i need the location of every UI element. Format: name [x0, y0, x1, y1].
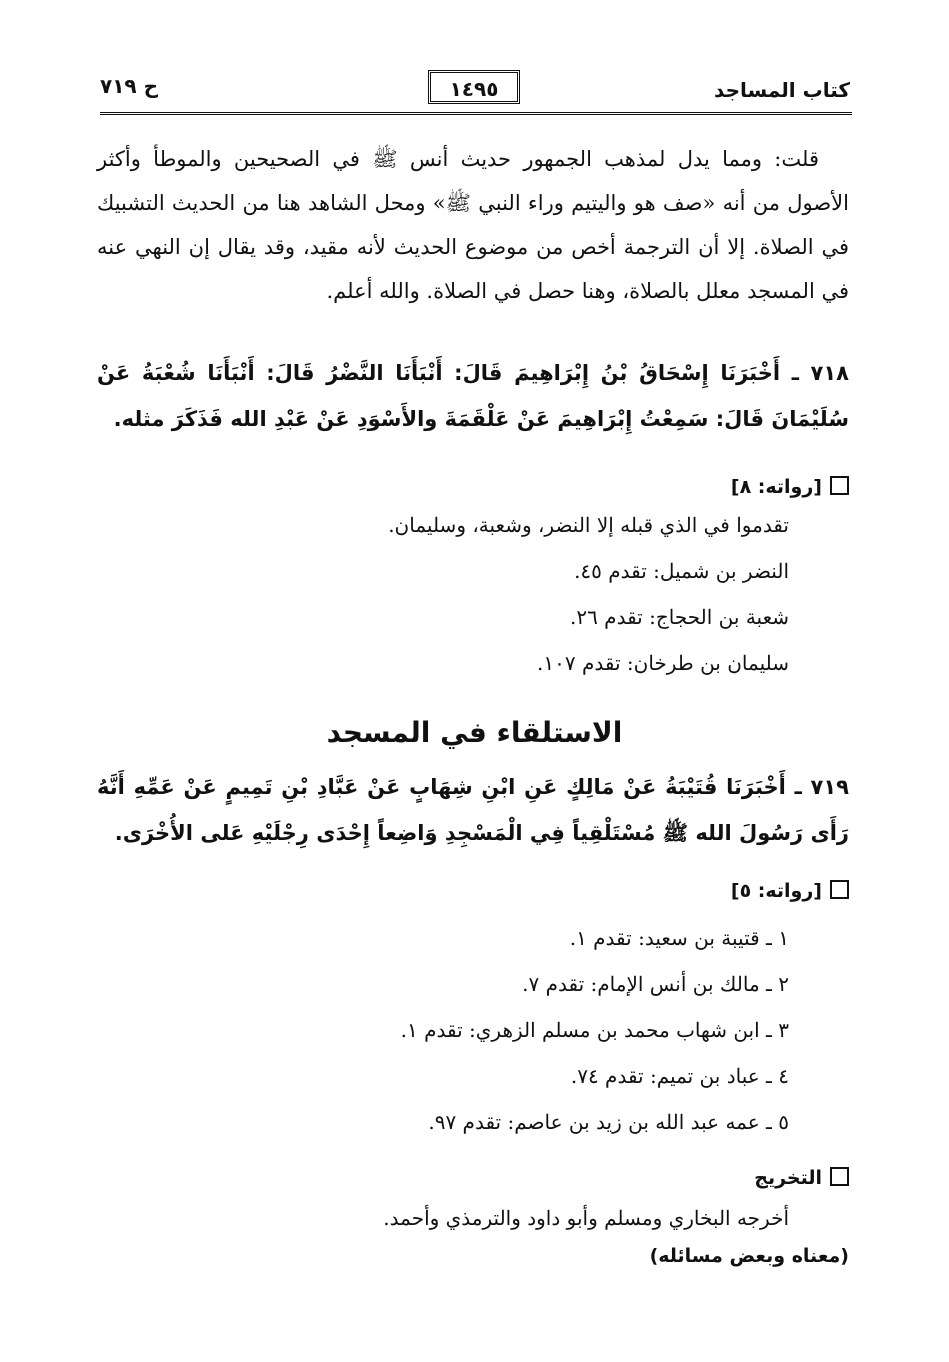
list-item: ١ ـ قتيبة بن سعيد: تقدم ١.: [569, 926, 789, 950]
list-item: تقدموا في الذي قبله إلا النضر، وشعبة، وسليمان.: [388, 513, 789, 537]
header-divider: [100, 112, 852, 115]
checkbox-square-icon: [830, 880, 849, 899]
hadith-range: ح ٧١٩: [100, 74, 159, 98]
commentary-paragraph: [97, 137, 849, 313]
hadith-718: [97, 350, 849, 442]
checkbox-square-icon: [830, 1167, 849, 1186]
hadith-718-text: ٧١٨ ـ أَخْبَرَنَا إِسْحَاقُ بْنُ إِبْرَاهِيمَ قَالَ: أَنْبَأَنَا النَّضْرُ قَالَ: أَنْبَأَنَا شُعْبَةُ عَنْ سُلَيْمَانَ قَالَ: سَمِعْتُ إِبْرَاهِيمَ عَنْ عَلْقَمَةَ والأَسْوَدِ عَنْ عَبْدِ الله فَذَكَرَ مثله.: [97, 361, 849, 431]
narrators-heading-718: [رواته: ٨]: [731, 476, 849, 498]
narrators-heading-719: [رواته: ٥]: [731, 880, 849, 902]
hadith-719: [97, 764, 849, 856]
takhrij-text-block: [383, 1195, 789, 1241]
commentary-text: قلت: ومما يدل لمذهب الجمهور حديث أنس ﷺ في الصحيحين والموطأ وأكثر الأصول من أنه «صف هو واليتيم وراء النبي ﷺ» ومحل الشاهد هنا من الحديث التشبيك في الصلاة. إلا أن الترجمة أخص من موضوع الحديث لأنه مقيد، وقد يقال إن النهي عنه في المسجد معلل بالصلاة، وهنا حصل في الصلاة. والله أعلم.: [97, 147, 849, 303]
page-number: ١٤٩٥: [428, 70, 520, 104]
book-title: كتاب المساجد: [714, 78, 850, 102]
narrators-list-718: [388, 502, 789, 686]
list-item: النضر بن شميل: تقدم ٤٥.: [574, 559, 789, 583]
list-item: ٢ ـ مالك بن أنس الإمام: تقدم ٧.: [522, 972, 789, 996]
checkbox-square-icon: [830, 476, 849, 495]
chapter-title: الاستلقاء في المسجد: [326, 716, 623, 749]
narrators-list-719: [401, 915, 789, 1145]
section-subheading: (معناه وبعض مسائله): [649, 1245, 849, 1267]
takhrij-text: أخرجه البخاري ومسلم وأبو داود والترمذي وأحمد.: [383, 1206, 789, 1230]
list-item: سليمان بن طرخان: تقدم ١٠٧.: [537, 651, 789, 675]
hadith-719-text: ٧١٩ ـ أَخْبَرَنَا قُتَيْبَةُ عَنْ مَالِكٍ عَنِ ابْنِ شِهَابٍ عَنْ عَبَّادِ بْنِ تَمِيمٍ عَنْ عَمِّهِ أَنَّهُ رَأَى رَسُولَ الله ﷺ مُسْتَلْقِياً فِي الْمَسْجِدِ وَاضِعاً إِحْدَى رِجْلَيْهِ عَلى الأُخْرَى.: [97, 775, 849, 845]
list-item: شعبة بن الحجاج: تقدم ٢٦.: [569, 605, 789, 629]
list-item: ٥ ـ عمه عبد الله بن زيد بن عاصم: تقدم ٩٧.: [428, 1110, 789, 1134]
list-item: ٣ ـ ابن شهاب محمد بن مسلم الزهري: تقدم ١.: [400, 1018, 789, 1042]
takhrij-heading: التخريج: [754, 1167, 849, 1189]
page-header: [100, 70, 850, 110]
list-item: ٤ ـ عباد بن تميم: تقدم ٧٤.: [570, 1064, 789, 1088]
